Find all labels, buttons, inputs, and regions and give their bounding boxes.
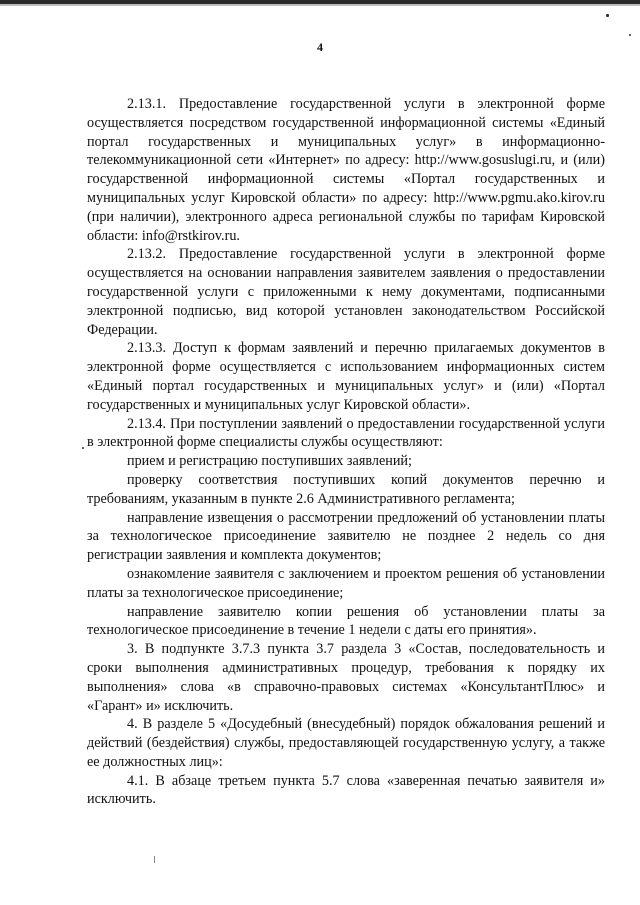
paragraph-4-1: 4.1. В абзаце третьем пункта 5.7 слова «заверенная печатью заявителя и» исключить. xyxy=(87,772,605,808)
scan-speck xyxy=(82,447,84,449)
scan-top-edge-fade xyxy=(0,4,640,6)
scan-speck xyxy=(629,34,631,36)
paragraph-3: 3. В подпункте 3.7.3 пункта 3.7 раздела 3 «Состав, последовательность и сроки выполнения административных процедур, требования к порядку их выполнения» слова «в справочно-правовых системах «КонсультантПлюс» и «Гарант» и» исключить. xyxy=(87,641,605,714)
list-item-familiarization: ознакомление заявителя с заключением и проектом решения об установлении платы за технологическое присоединение; xyxy=(87,565,605,601)
paragraph-2-13-2: 2.13.2. Предоставление государственной услуги в электронной форме осуществляется на основании направления заявителем заявления о предоставлении государственной услуги с приложенными к нему документами, подписанными электронной подписью, вид которой установлен законодательством Российской Федерации. xyxy=(87,246,605,338)
paragraph-4: 4. В разделе 5 «Досудебный (внесудебный) порядок обжалования решений и действий (бездействия) службы, предоставляющей государственную услугу, а также ее должностных лиц»: xyxy=(87,716,605,770)
page-number: 4 xyxy=(317,40,323,54)
paragraph-2-13-1: 2.13.1. Предоставление государственной услуги в электронной форме осуществляется посредством государственной информационной системы «Единый портал государственных и муниципальных услуг» в информационно-телекоммуникационной сети «Интернет» по адресу: http://www.gosuslugi.ru, и (или) государственной информационной системы «Портал государственных и муниципальных услуг Кировской области» по адресу: http://www.pgmu.ako.kirov.ru (при наличии), электронного адреса региональной службы по тарифам Кировской области: info@rstkirov.ru. xyxy=(87,96,605,244)
scan-speck xyxy=(606,14,609,17)
list-item-verification: проверку соответствия поступивших копий документов перечню и требованиям, указанным в пункте 2.6 Административного регламента; xyxy=(87,471,605,507)
list-item-decision-copy: направление заявителю копии решения об установлении платы за технологическое присоединение в течение 1 недели с даты его принятия». xyxy=(87,603,605,639)
scan-mark xyxy=(154,856,155,863)
paragraph-2-13-4: 2.13.4. При поступлении заявлений о предоставлении государственной услуги в электронной форме специалисты службы осуществляют: xyxy=(87,415,605,451)
list-item-registration: прием и регистрацию поступивших заявлений; xyxy=(127,453,412,470)
paragraph-2-13-3: 2.13.3. Доступ к формам заявлений и перечню прилагаемых документов в электронной форме осуществляется с использованием информационных систем «Единый портал государственных и муниципальных услуг» и (или) «Портал государственных и муниципальных услуг Кировской области». xyxy=(87,340,605,413)
list-item-notice: направление извещения о рассмотрении предложений об установлении платы за технологическое присоединение заявителю не позднее 2 недель со дня регистрации заявления и комплекта документов; xyxy=(87,509,605,564)
document-body xyxy=(87,95,605,809)
